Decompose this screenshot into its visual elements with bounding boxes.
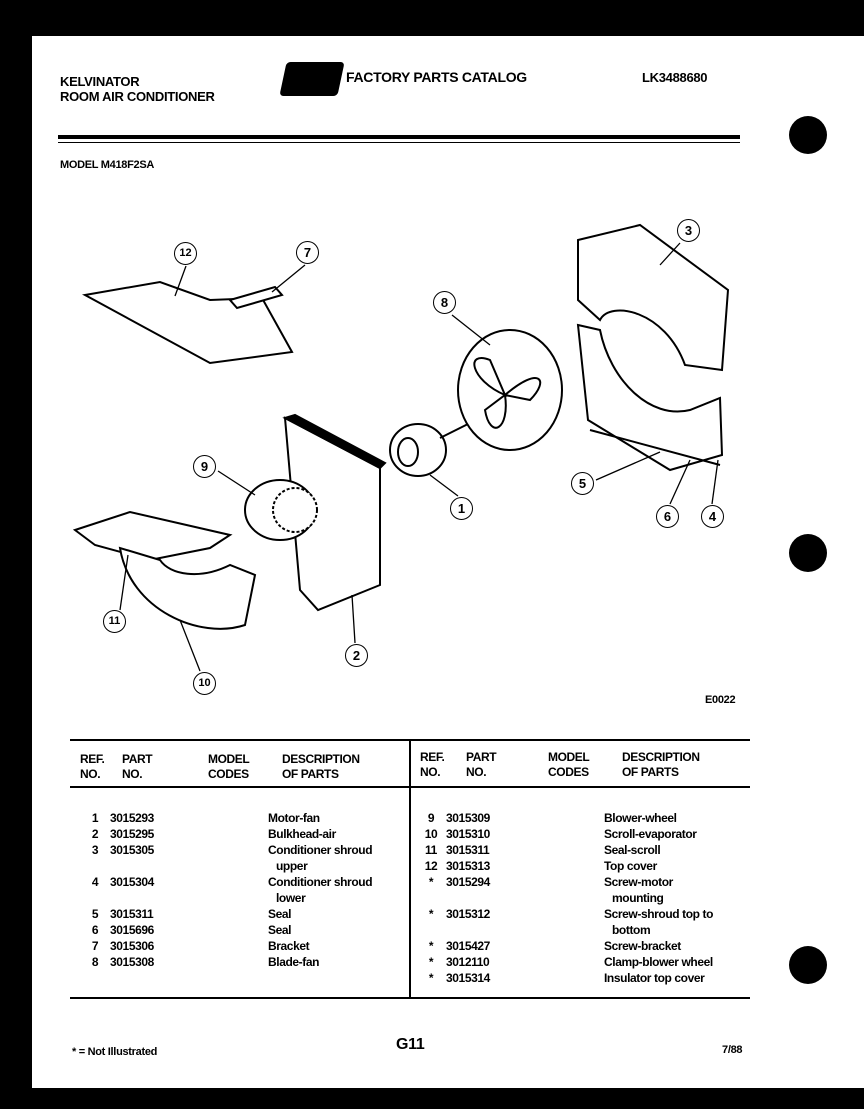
model-code-cell xyxy=(530,810,604,826)
model-code-cell xyxy=(530,874,604,906)
part-number-cell: 3015311 xyxy=(110,907,154,921)
description-text: Motor-fan xyxy=(268,811,320,825)
model-code-cell xyxy=(530,826,604,842)
model-code-cell xyxy=(530,970,604,986)
model-code-cell xyxy=(194,874,268,906)
part-number-cell: 3015313 xyxy=(446,859,490,873)
callout-11: 11 xyxy=(103,610,126,633)
description-text: Seal-scroll xyxy=(604,843,661,857)
model-code-cell xyxy=(194,954,268,970)
model-code-cell xyxy=(194,906,268,922)
header-model: CODES xyxy=(548,765,589,779)
part-number-cell: 3015308 xyxy=(110,955,154,969)
model-code-cell xyxy=(194,842,268,874)
model-code-cell xyxy=(530,938,604,954)
description-text: Top cover xyxy=(604,859,657,873)
header-desc: DESCRIPTION xyxy=(282,752,360,766)
description-cell xyxy=(268,842,398,874)
header-ref: NO. xyxy=(80,767,101,781)
ref-cell: * xyxy=(428,971,434,985)
description-text: Conditioner shroud xyxy=(268,843,373,857)
scroll-evaporator-part xyxy=(120,548,255,629)
callout-9: 9 xyxy=(193,455,216,478)
callout-5: 5 xyxy=(571,472,594,495)
part-number-cell: 3015309 xyxy=(446,811,490,825)
table-row xyxy=(80,874,398,906)
diagram-code: E0022 xyxy=(705,694,736,706)
ref-cell: * xyxy=(428,955,434,969)
description-text: Conditioner shroud xyxy=(268,875,373,889)
description-text-continued: upper xyxy=(276,859,308,873)
description-cell xyxy=(604,858,734,874)
table-row xyxy=(80,826,398,842)
description-cell xyxy=(268,874,398,906)
description-cell xyxy=(268,938,398,954)
model-code-cell xyxy=(530,954,604,970)
catalog-date: 7/88 xyxy=(722,1044,743,1056)
description-cell xyxy=(268,922,398,938)
header-part: NO. xyxy=(466,765,487,779)
ref-cell: 8 xyxy=(91,955,99,969)
description-text: Bracket xyxy=(268,939,310,953)
part-number-cell: 3015311 xyxy=(446,843,490,857)
description-cell xyxy=(604,906,734,938)
ref-cell: * xyxy=(428,907,434,921)
part-number-cell: 3015306 xyxy=(110,939,154,953)
table-row xyxy=(80,922,398,938)
seal-scroll-part xyxy=(75,512,230,560)
table-row xyxy=(416,970,734,986)
product-name: ROOM AIR CONDITIONER xyxy=(60,89,215,104)
table-row xyxy=(416,954,734,970)
callout-2: 2 xyxy=(345,644,368,667)
description-text: Screw-motor xyxy=(604,875,673,889)
table-row xyxy=(80,842,398,874)
description-cell xyxy=(268,954,398,970)
callout-4: 4 xyxy=(701,505,724,528)
model-code-cell xyxy=(194,826,268,842)
model-code-cell xyxy=(194,810,268,826)
header-desc: DESCRIPTION xyxy=(622,750,700,764)
header-part: PART xyxy=(466,750,497,764)
part-number-cell: 3015293 xyxy=(110,811,154,825)
table-row xyxy=(416,874,734,906)
ref-cell: 10 xyxy=(424,827,438,841)
model-label: MODEL M418F2SA xyxy=(60,159,155,171)
header-model: CODES xyxy=(208,767,249,781)
table-row xyxy=(416,906,734,938)
description-text: Screw-bracket xyxy=(604,939,681,953)
part-number-cell: 3015295 xyxy=(110,827,154,841)
table-row xyxy=(80,938,398,954)
header-part: NO. xyxy=(122,767,143,781)
table-row xyxy=(80,810,398,826)
description-text: Bulkhead-air xyxy=(268,827,336,841)
callout-8: 8 xyxy=(433,291,456,314)
table-row xyxy=(416,810,734,826)
ref-cell: 12 xyxy=(424,859,438,873)
model-code-cell xyxy=(530,858,604,874)
description-cell xyxy=(604,874,734,906)
header-model: MODEL xyxy=(548,750,590,764)
ref-cell: 11 xyxy=(425,843,437,857)
table-row xyxy=(80,906,398,922)
header-part: PART xyxy=(122,752,153,766)
ref-cell: 1 xyxy=(91,811,99,825)
callout-1: 1 xyxy=(450,497,473,520)
model-code-cell xyxy=(194,938,268,954)
callout-7: 7 xyxy=(296,241,319,264)
description-text: Scroll-evaporator xyxy=(604,827,697,841)
description-text: Blower-wheel xyxy=(604,811,677,825)
catalog-title: FACTORY PARTS CATALOG xyxy=(346,69,527,85)
not-illustrated-note: * = Not Illustrated xyxy=(72,1046,158,1058)
description-text-continued: mounting xyxy=(612,891,664,905)
header-desc: OF PARTS xyxy=(622,765,679,779)
description-cell xyxy=(604,938,734,954)
description-cell xyxy=(604,810,734,826)
header-model: MODEL xyxy=(208,752,250,766)
table-bottom-rule xyxy=(70,997,750,999)
brand-name: KELVINATOR xyxy=(60,74,140,89)
description-cell xyxy=(268,810,398,826)
parts-table-right xyxy=(420,750,750,990)
header-desc: OF PARTS xyxy=(282,767,339,781)
description-text: Clamp-blower wheel xyxy=(604,955,713,969)
ref-cell: 2 xyxy=(91,827,99,841)
description-cell xyxy=(268,906,398,922)
description-text: Seal xyxy=(268,923,292,937)
punch-hole xyxy=(789,946,827,984)
description-cell xyxy=(604,826,734,842)
description-cell xyxy=(604,842,734,858)
header-ref: REF. xyxy=(80,752,105,766)
model-code-cell xyxy=(530,842,604,858)
part-number-cell: 3015314 xyxy=(446,971,490,985)
callout-3: 3 xyxy=(677,219,700,242)
description-text-continued: bottom xyxy=(612,923,651,937)
table-row xyxy=(416,842,734,858)
ref-cell: 5 xyxy=(91,907,99,921)
part-number-cell: 3015427 xyxy=(446,939,490,953)
description-text: Blade-fan xyxy=(268,955,320,969)
header-ref: REF. xyxy=(420,750,445,764)
ref-cell: * xyxy=(428,939,434,953)
table-row xyxy=(416,826,734,842)
part-number-cell: 3015696 xyxy=(110,923,154,937)
description-cell xyxy=(604,970,734,986)
ref-cell: 3 xyxy=(91,843,99,857)
description-cell xyxy=(604,954,734,970)
part-number-cell: 3015304 xyxy=(110,875,154,889)
ref-cell: 9 xyxy=(427,811,435,825)
part-number-cell: 3012110 xyxy=(446,955,490,969)
callout-6: 6 xyxy=(656,505,679,528)
callout-12: 12 xyxy=(174,242,197,265)
part-number-cell: 3015305 xyxy=(110,843,154,857)
parts-table-left xyxy=(80,752,410,992)
part-number-cell: 3015312 xyxy=(446,907,490,921)
header-ref: NO. xyxy=(420,765,441,779)
description-text: Screw-shroud top to xyxy=(604,907,714,921)
part-number-cell: 3015310 xyxy=(446,827,490,841)
ref-cell: 4 xyxy=(91,875,99,889)
description-text-continued: lower xyxy=(276,891,306,905)
page-number: G11 xyxy=(396,1036,425,1053)
table-row xyxy=(80,954,398,970)
ref-cell: * xyxy=(428,875,434,889)
table-row xyxy=(416,938,734,954)
description-text: Seal xyxy=(268,907,292,921)
part-number-cell: 3015294 xyxy=(446,875,490,889)
ref-cell: 6 xyxy=(91,923,99,937)
description-cell xyxy=(268,826,398,842)
table-row xyxy=(416,858,734,874)
ref-cell: 7 xyxy=(91,939,99,953)
description-text: Insulator top cover xyxy=(604,971,705,985)
callout-10: 10 xyxy=(193,672,216,695)
catalog-number: LK3488680 xyxy=(642,70,708,85)
model-code-cell xyxy=(530,906,604,938)
model-code-cell xyxy=(194,922,268,938)
